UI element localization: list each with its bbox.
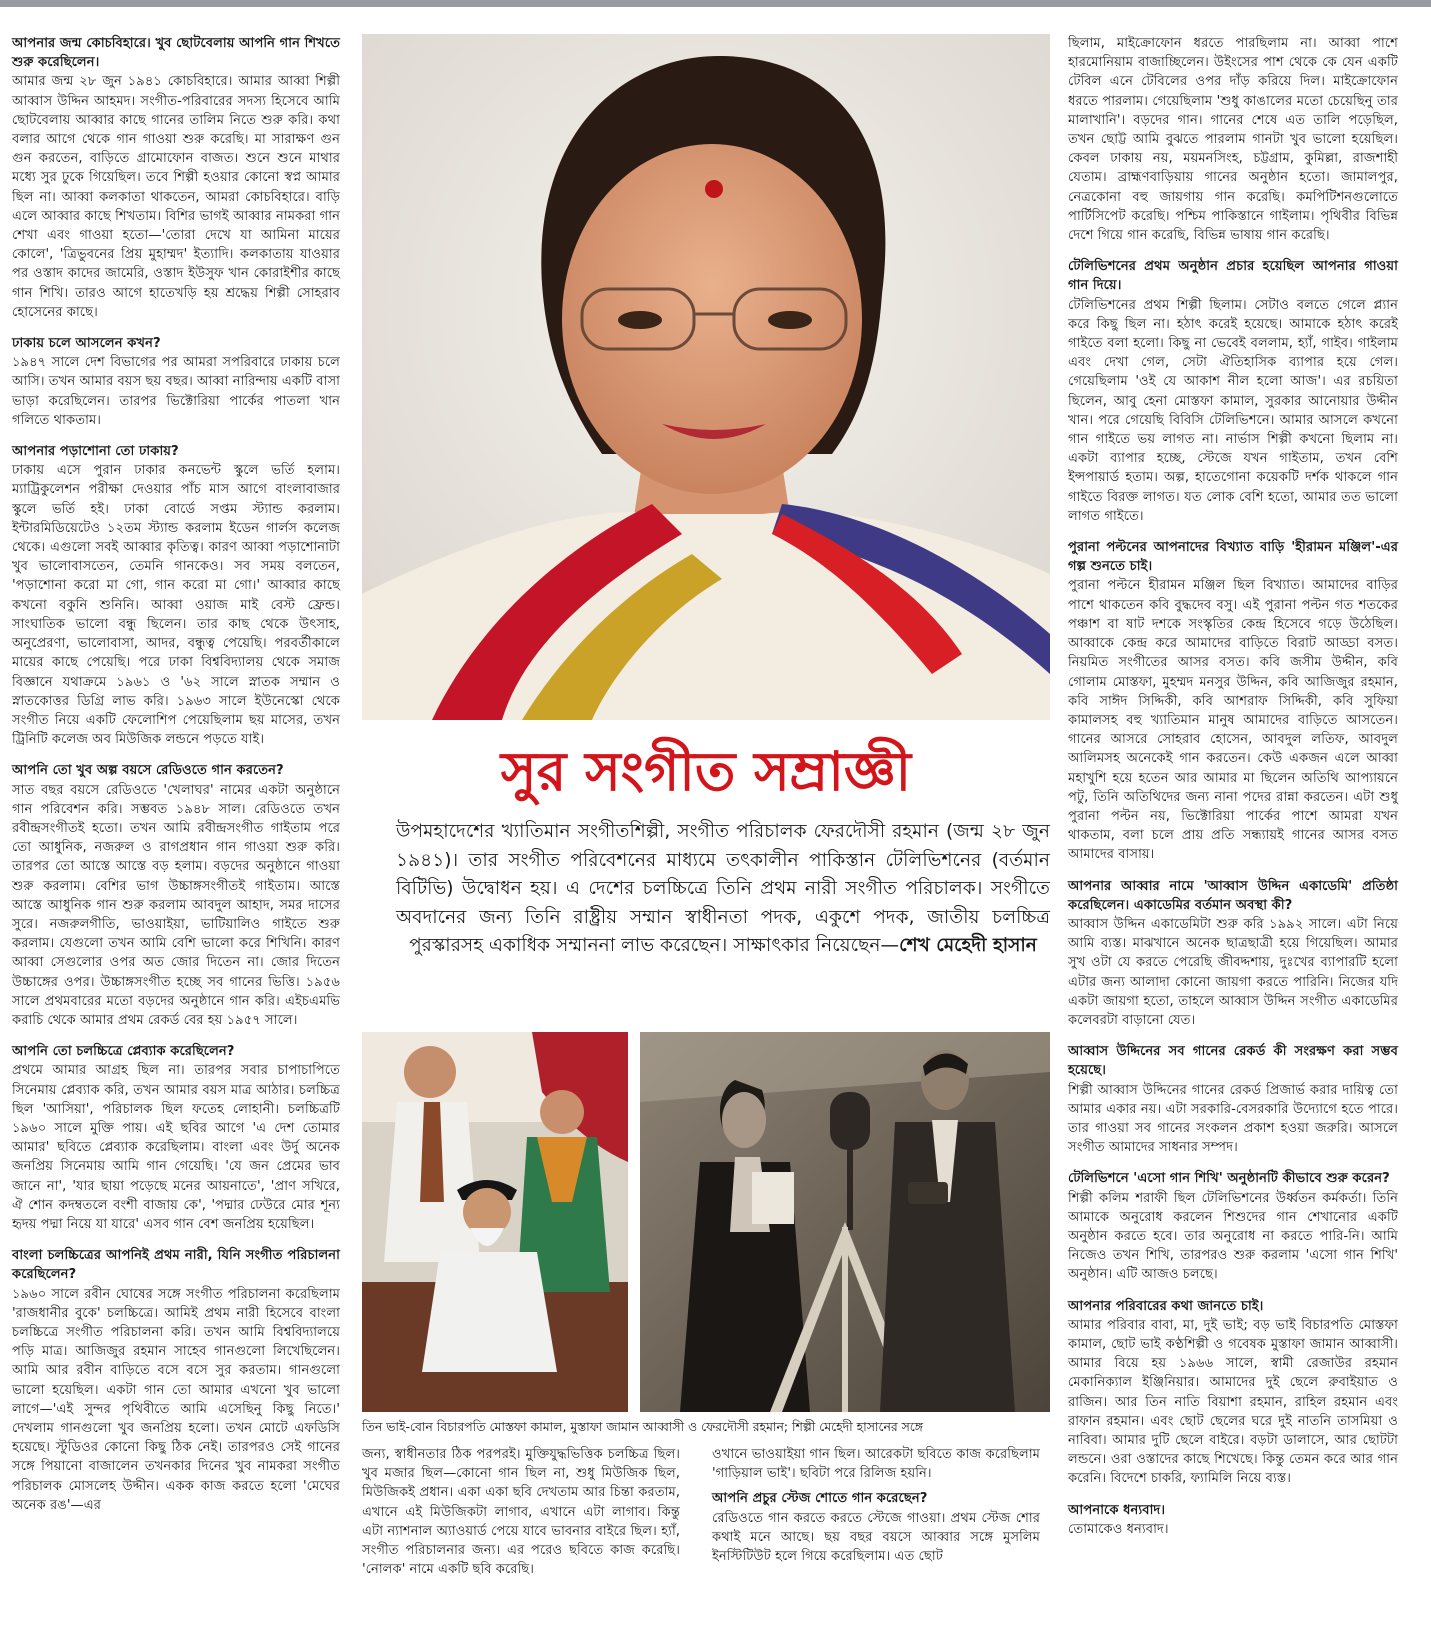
interview-question: আপনার আব্বার নামে 'আব্বাস উদ্দিন একাডেমি' প্রতিষ্ঠা করেছিলেন। একাডেমির বর্তমান অবস্থা কী? — [1068, 878, 1398, 913]
article-column-right — [1068, 34, 1398, 1539]
family-photo — [362, 1032, 628, 1412]
interview-answer: শিল্পী কলিম শরাফী ছিল টেলিভিশনের উর্ধ্বতন কর্মকর্তা। তিনি আমাকে অনুরোধ করলেন শিশুদের গান শেখানোর একটি অনুষ্ঠান করতে হবে। তার অনুরোধ না করতে পারি-নি। আমি নিজেও তখন শিখি, তারপরও শুরু করলাম 'এসো গান শিখি' অনুষ্ঠান। এটি আজও চলছে। — [1068, 1190, 1398, 1283]
interview-answer: আমার পরিবার বাবা, মা, দুই ভাই; বড় ভাই বিচারপতি মোস্তফা কামাল, ছোট ভাই কণ্ঠশিল্পী ও গবেষক মুস্তাফা জামান আব্বাসী। আমার বিয়ে হয় ১৯৬৬ সালে, স্বামী রেজাউর রহমান মেকানিক্যাল ইঞ্জিনিয়ার। আমাদের দুই ছেলে রুবাইয়াত ও রাজিন। আর তিন নাতি বিয়াশা রহমান, রাহিল রহমান এবং রাফান রহমান। এবং ছোট ছেলের ঘরে দুই নাতনি তাসমিয়া ও নাবিবা। আমার দুটি ছেলে বাইরে। বড়টা ডালাসে, আর ছোটটা লন্ডনে। ওরা ওস্তাদের কাছে শিখেছে। কিন্তু তেমন করে আর গান করেনি। বিদেশে চাকরি, ফ্যামিলি নিয়ে ব্যস্ত। — [1068, 1317, 1398, 1487]
article-column-bottom-middle — [362, 1445, 680, 1579]
interview-question: টেলিভিশনে 'এসো গান শিখি' অনুষ্ঠানটি কীভাবে শুরু করেন? — [1068, 1171, 1390, 1187]
interview-question: পুরানা পল্টনের আপনাদের বিখ্যাত বাড়ি 'হীরামন মঞ্জিল'-এর গল্প শুনতে চাই। — [1068, 540, 1398, 575]
interview-answer: টেলিভিশনের প্রথম শিল্পী ছিলাম। সেটাও বলতে গেলে প্ল্যান করে কিছু ছিল না। হঠাৎ করেই হয়েছে। আমাকে হঠাৎ করেই গাইতে বলা হলো। কিছু না ভেবেই বললাম, হ্যাঁ, গাইব। গাইলাম এবং দেখা গেল, সেটা ঐতিহাসিক ব্যাপার হয়ে গেল। গেয়েছিলাম 'ওই যে আকাশ নীল হলো আজ'। এর রচয়িতা ছিলেন, আবু হেনা মোস্তফা কামাল, সুরকার আনোয়ার উদ্দীন খান। পরে গেয়েছি বিবিসি টেলিভিশনে। আমার আসলে কখনো গান গাইতে ভয় লাগত না। নার্ভাস শিল্পী কখনো ছিলাম না। একটা ব্যাপার হচ্ছে, স্টেজে যখন গাইতাম, তখন বেশি ইন্সপায়ার্ড হতাম। অল্প, হাতেগোনা কয়েকটি দর্শক থাকলে গান গাইতে বিরক্ত লাগত। যত লোক বেশি হতো, আমার তত ভালো লাগত গাইতে। — [1068, 297, 1398, 524]
interview-question: আপনার জন্ম কোচবিহারে। খুব ছোটবেলায় আপনি গান শিখতে শুরু করেছিলেন। — [12, 36, 341, 71]
portrait-photo — [362, 34, 1050, 720]
interview-answer: সাত বছর বয়সে রেডিওতে 'খেলাঘর' নামের একটা অনুষ্ঠানে গান পরিবেশন করি। সম্ভবত ১৯৪৮ সাল। রেডিওতে তখন রবীন্দ্রসংগীতই হতো। তখন আমি রবীন্দ্রসংগীত গাইতাম পরে তো আধুনিক, নজরুল ও রাগপ্রধান গান গাওয়া শুরু করি। তারপর তো আস্তে আস্তে বড় হলাম। বড়দের অনুষ্ঠানে গাওয়া শুরু করলাম। বেশির ভাগ উচ্চাঙ্গসংগীতই গাইতাম। আস্তে আস্তে আধুনিক গান শুরু করলাম আবদুল আহাদ, সমর দাসের সুরে। নজরুলগীতি, ভাওয়াইয়া, ভাটিয়ালিও গাইতে শুরু করলাম। যেগুলো তখন আমি বেশি ভালো করে শিখিনি। কারণ আব্বা সেগুলোর ওপর অত জোর দিতেন না। জোর দিতেন উচ্চাঙ্গের ওপর। উচ্চাঙ্গসংগীত হচ্ছে সব গানের ভিত্তি। ১৯৫৬ সালে প্রথমবারের মতো বড়দের অনুষ্ঠানে গান করি। এইচএমভি করাচি থেকে আমার প্রথম রেকর্ড বের হয় ১৯৫৭ সালে। — [12, 782, 340, 1028]
article-title: সুর সংগীত সম্রাজ্ঞী — [500, 739, 912, 803]
archive-photo — [640, 1032, 1050, 1412]
interview-question: আপনাকে ধন্যবাদ। — [1068, 1502, 1166, 1518]
intro-text: উপমহাদেশের খ্যাতিমান সংগীতশিল্পী, সংগীত পরিচালক ফেরদৌসী রহমান (জন্ম ২৮ জুন ১৯৪১)। তার সংগীত পরিবেশনের মাধ্যমে তৎকালীন পাকিস্তান টেলিভিশনের (বর্তমান বিটিভি) উদ্বোধন হয়। এ দেশের চলচ্চিত্রে তিনি প্রথম নারী সংগীত পরিচালক। সংগীতে অবদানের জন্য তিনি রাষ্ট্রীয় সম্মান স্বাধীনতা পদক, একুশে পদক, জাতীয় চলচ্চিত্র পুরস্কারসহ একাধিক সম্মাননা লাভ করেছেন। সাক্ষাৎকার নিয়েছেন— — [396, 821, 1050, 957]
article-column-bottom-right — [712, 1445, 1040, 1566]
interview-question: আপনি তো খুব অল্প বয়সে রেডিওতে গান করতেন? — [12, 763, 284, 779]
interview-answer: প্রথমে আমার আগ্রহ ছিল না। তারপর সবার চাপাচাপিতে সিনেমায় প্লেব্যাক করি, তখন আমার বয়স মাত্র আঠার। চলচ্চিত্র ছিল 'আসিয়া', পরিচালক ছিল ফতেহ লোহানী। চলচ্চিত্রটি ১৯৬০ সালে মুক্তি পায়। এই ছবির আগে 'এ দেশ তোমার আমার' ছবিতে প্লেব্যাক করেছিলাম। বাংলা এবং উর্দু অনেক জনপ্রিয় সিনেমায় আমি গান গেয়েছি। 'যে জন প্রেমের ভাব জানে না', 'যার ছায়া পড়েছে মনের আয়নাতে', 'প্রাণ সখিরে, ঐ শোন কদম্বতলে বংশী বাজায় কে', 'পদ্মার ঢেউরে মোর শূন্য হৃদয় পদ্মা নিয়ে যা যারে' এসব গান বেশ জনপ্রিয় হয়েছিল। — [12, 1063, 340, 1232]
interview-answer: ছিলাম, মাইক্রোফোন ধরতে পারছিলাম না। আব্বা পাশে হারমোনিয়াম বাজাচ্ছিলেন। উইংসের পাশ থেকে কে যেন একটি টেবিল এনে টেবিলের ওপর দাঁড় করিয়ে দিল। মাইক্রোফোন ধরতে পারলাম। গেয়েছিলাম 'শুধু কাঙালের মতো চেয়েছিনু তার মালাখানি'। বড়দের গান। গানের শেষে এত তালি পড়েছিল, তখন ছোট্ট আমি বুঝতে পারলাম গানটা খুব ভালো হয়েছিল। কেবল ঢাকায় নয়, ময়মনসিংহ, চট্টগ্রাম, কুমিল্লা, রাজশাহী যেতাম। ব্রাহ্মণবাড়িয়ায় গানের অনুষ্ঠান হতো। জামালপুর, নেত্রকোনা বহু জায়গায় গান করেছি। কমপিটিশনগুলোতে পার্টিসিপেট করেছি। পশ্চিম পাকিস্তানে গাইলাম। পৃথিবীর বিভিন্ন দেশে গিয়ে গান করেছি, বিভিন্ন ভাষায় গান করেছি। — [1068, 36, 1398, 244]
interview-question: বাংলা চলচ্চিত্রের আপনিই প্রথম নারী, যিনি সংগীত পরিচালনা করেছিলেন? — [12, 1248, 340, 1283]
interview-answer: আমার জন্ম ২৮ জুন ১৯৪১ কোচবিহারে। আমার আব্বা শিল্পী আব্বাস উদ্দিন আহমদ। সংগীত-পরিবারের সদস্য হিসেবে আমি ছোটবেলায় আব্বার কাছে গানের তালিম নিতে শুরু করি। কথা বলার আগে থেকে গান গাওয়া শুরু করেছি। মা সারাক্ষণ গুন গুন করতেন, বাড়িতে গ্রামোফোন বাজত। শুনে শুনে মাথার মধ্যে সুর ঢুকে গিয়েছিল। তবে শিল্পী হওয়ার কোনো স্বপ্ন আমার ছিল না। আব্বা কলকাতা থাকতেন, আমরা কোচবিহারে। বাড়ি এলে আব্বার কাছে শিখতাম। বিশির ভাগই আব্বার নামকরা গান শেখা এবং গাওয়া হতো—'তোরা দেখে যা আমিনা মায়ের কোলে', 'ত্রিভুবনের প্রিয় মুহাম্মদ' ইত্যাদি। কলকাতায় যাওয়ার পর ওস্তাদ কাদের জামেরি, ওস্তাদ ইউসুফ খান কোরাইশীর কাছে গান শিখি। তারও আগে হাতেখড়ি হয় শ্রদ্ধেয় শিল্পী সোহরাব হোসেনের কাছে। — [12, 74, 340, 320]
interview-answer: রেডিওতে গান করতে করতে স্টেজে গাওয়া। প্রথম স্টেজ শোর কথাই মনে আছে। ছয় বছর বয়সে আব্বার সঙ্গে মুসলিম ইনস্টিটিউট হলে গিয়ে করেছিলাম। এত ছোট — [712, 1510, 1040, 1565]
interview-answer: ১৯৬০ সালে রবীন ঘোষের সঙ্গে সংগীত পরিচালনা করেছিলাম 'রাজধানীর বুকে' চলচ্চিত্রে। আমিই প্রথম নারী হিসেবে বাংলা চলচ্চিত্রে সংগীত পরিচালনা করি। তখন আমি বিশ্ববিদ্যালয়ে পড়ি মাত্র। আজিজুর রহমান সাহেব গানগুলো লিখেছিলেন। আমি আর রবীন বাড়িতে বসে বসে সুর করতাম। গানগুলো ভালো হয়েছিল। একটা গান তো আমার এখনো খুব ভালো লাগে—'এই সুন্দর পৃথিবীতে আমি এসেছিনু কিছু নিতে।' দেখলাম গানগুলো খুব জনপ্রিয় হলো। তখন মোটে এফডিসি হয়েছে। স্টুডিওর কোনো কিছু ঠিক নেই। তারপরও সেই গানের সঙ্গে পিয়ানো বাজালেন তখনকার দিনের খুব নামকরা সংগীত পরিচালক মোসলেহ উদ্দীন। একক কাজ করতে হলো 'মেঘের অনেক রঙ'—এর — [12, 1286, 340, 1513]
interview-question: আপনি প্রচুর স্টেজ শোতে গান করেছেন? — [712, 1491, 928, 1507]
interview-answer: তোমাকেও ধন্যবাদ। — [1068, 1521, 1169, 1537]
interview-answer: ১৯৪৭ সালে দেশ বিভাগের পর আমরা সপরিবারে ঢাকায় চলে আসি। তখন আমার বয়স ছয় বছর। আব্বা নারিন্দায় একটি বাসা ভাড়া করেছিলেন। তারপর ভিক্টোরিয়া পার্কের পাতলা খান গলিতে থাকতাম। — [12, 355, 340, 428]
interview-answer: আব্বাস উদ্দিন একাডেমিটা শুরু করি ১৯৯২ সালে। এটা নিয়ে আমি ব্যস্ত। মাঝখানে অনেক ছাত্রছাত্রী হয়ে গিয়েছিল। আমার সুখ ওটা যে করতে পেরেছি জীবদ্দশায়, দুঃখের ব্যাপারটি হলো এটার জন্য আলাদা কোনো জায়গা করতে পারিনি। নিজের যদি একটা জায়গা হতো, তাহলে আব্বাস উদ্দিন সংগীত একাডেমির কলেবরটা বাড়ানো যেত। — [1068, 916, 1398, 1028]
article-intro — [396, 818, 1050, 961]
interview-answer: ওখানে ভাওয়াইয়া গান ছিল। আরেকটা ছবিতে কাজ করেছিলাম 'গাড়িয়াল ভাই'। ছবিটা পরে রিলিজ হয়নি। — [712, 1447, 1040, 1482]
interview-question: টেলিভিশনের প্রথম অনুষ্ঠান প্রচার হয়েছিল আপনার গাওয়া গান দিয়ে। — [1068, 259, 1398, 294]
photo-caption: তিন ভাই-বোন বিচারপতি মোস্তফা কামাল, মুস্তাফা জামান আব্বাসী ও ফেরদৌসী রহমান; শিল্পী মেহেদী হাসানের সঙ্গে — [362, 1419, 923, 1434]
interview-answer: ঢাকায় এসে পুরান ঢাকার কনভেন্ট স্কুলে ভর্তি হলাম। ম্যাট্রিকুলেশন পরীক্ষা দেওয়ার পাঁচ মাস আগে বাংলাবাজার স্কুলে ভর্তি হই। ঢাকা বোর্ডে সপ্তম স্ট্যান্ড করলাম। ইন্টারমিডিয়েটেও ১২তম স্ট্যান্ড করলাম ইডেন গার্লস কলেজ থেকে। এগুলো সবই আব্বার কৃতিত্ব। কারণ আব্বা পড়াশোনাটা খুব ভালোবাসতেন, তেমনি গানকেও। সব সময় বলতেন, 'পড়াশোনা করো মা গো, গান করো মা গো।' আব্বার কাছে কখনো বকুনি শুনিনি। আব্বা ওয়াজ মাই বেস্ট ফ্রেন্ড। সাংঘাতিক ভালো বন্ধু ছিলেন। তার কাছ থেকে উৎসাহ, অনুপ্রেরণা, ভালোবাসা, আদর, বন্ধুত্ব পেয়েছি। পরবর্তীকালে মায়ের কাছে পেয়েছি। পরে ঢাকা বিশ্ববিদ্যালয় থেকে সমাজ বিজ্ঞানে যথাক্রমে ১৯৬১ ও '৬২ সালে স্নাতক সম্মান ও স্নাতকোত্তর ডিগ্রি লাভ করি। ১৯৬৩ সালে ইউনেস্কো থেকে সংগীত নিয়ে একটি ফেলোশিপ পেয়েছিলাম ছয় মাসের, তখন ট্রিনিটি কলেজ অব মিউজিক লন্ডনে পড়তে যাই। — [12, 463, 341, 748]
interview-answer: জন্য, স্বাধীনতার ঠিক পরপরই। মুক্তিযুদ্ধভিত্তিক চলচ্চিত্র ছিল। খুব মজার ছিল—কোনো গান ছিল না, শুধু মিউজিক ছিল, মিউজিকই প্রধান। একা একা ছবি দেখতাম আর চিন্তা করতাম, এখানে এই মিউজিকটা লাগাব, এখানে এটা লাগাব। কিন্তু এটা ন্যাশনাল অ্যাওয়ার্ড পেয়ে যাবে ভাবনার বাইরে ছিল। হ্যাঁ, সংগীত পরিচালনার জন্য। এর পরেও ছবিতে কাজ করেছি। 'নোলক' নামে একটি ছবি করেছি। — [362, 1447, 680, 1578]
article-column-left — [12, 34, 340, 1515]
interview-question: আপনি তো চলচ্চিত্রে প্লেব্যাক করেছিলেন? — [12, 1044, 235, 1060]
top-rule — [0, 0, 1431, 7]
interview-question: আপনার পড়াশোনা তো ঢাকায়? — [12, 444, 179, 460]
interview-question: ঢাকায় চলে আসলেন কখন? — [12, 336, 161, 352]
interview-question: আব্বাস উদ্দিনের সব গানের রেকর্ড কী সংরক্ষণ করা সম্ভব হয়েছে। — [1068, 1044, 1398, 1079]
interview-answer: শিল্পী আব্বাস উদ্দিনের গানের রেকর্ড প্রিজার্ভ করার দায়িত্ব তো আমার একার নয়। এটা সরকারি-বেসরকারি উদ্যোগে হতে পারে। তার গাওয়া সব গানের সংকলন প্রকাশ হওয়া জরুরি। আসলে সংগীত আমাদের সাধনার সম্পদ। — [1068, 1082, 1398, 1156]
interview-answer: পুরানা পল্টনে হীরামন মঞ্জিল ছিল বিখ্যাত। আমাদের বাড়ির পাশে থাকতেন কবি বুদ্ধদেব বসু। এই পুরানা পল্টন গত শতকের পঞ্চাশ বা ষাট দশকে সংস্কৃতির কেন্দ্র হিসেবে গড়ে উঠেছিল। আব্বাকে কেন্দ্র করে আমাদের বাড়িতে বিরাট আড্ডা বসত। নিয়মিত সংগীতের আসর বসত। কবি জসীম উদ্দীন, কবি গোলাম মোস্তফা, মুহম্মদ মনসুর উদ্দিন, কবি আজিজুর রহমান, কবি সাঈদ সিদ্দিকী, কবি আশরাফ সিদ্দিকী, কবি সুফিয়া কামালসহ বহু খ্যাতিমান মানুষ আমাদের বাড়িতে আসতেন। গানের আসরে সোহরাব হোসেন, আবদুল লতিফ, আবদুল আলিমসহ অনেকেই গান করতেন। কেউ একজন এলে আব্বা মহাখুশি হয়ে হতেন আর আমার মা ছিলেন অতিথি আপ্যায়নে পটু, তিনি অতিথিদের জন্য নানা পদের রান্না করতেন। এটা শুধু পুরানা পল্টন নয়, ভিক্টোরিয়া পার্কের পাশে আমরা যখন থাকতাম, বলা চলে প্রায় প্রতি সন্ধ্যায়ই গানের আসর বসত আমাদের বাসায়। — [1068, 578, 1398, 863]
byline: শেখ মেহেদী হাসান — [899, 935, 1037, 957]
interview-question: আপনার পরিবারের কথা জানতে চাই। — [1068, 1298, 1264, 1314]
